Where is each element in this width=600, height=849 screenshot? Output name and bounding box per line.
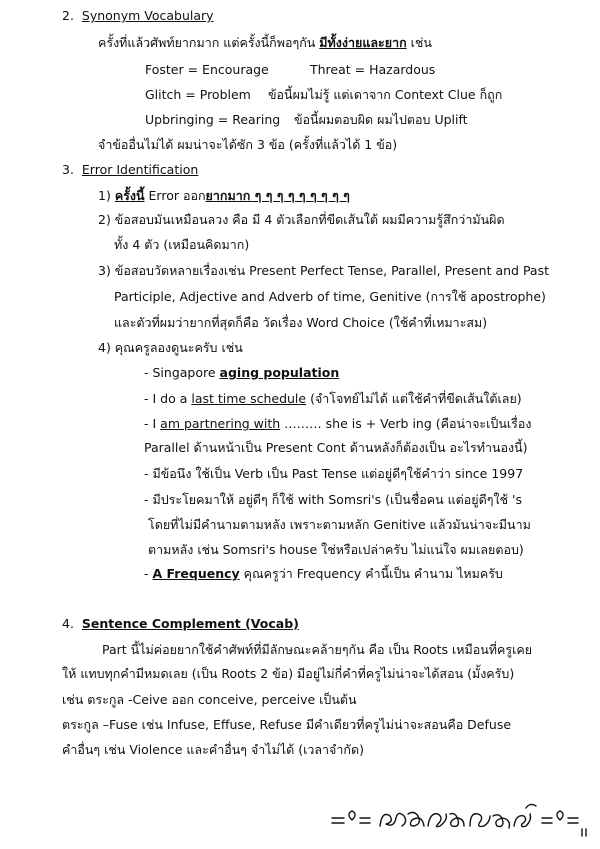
s2-pair1-right: Threat = Hazardous xyxy=(310,62,436,77)
s3-title: Error Identification xyxy=(81,162,199,177)
s3-example2 xyxy=(144,391,522,407)
s3-ex3-text: - I xyxy=(144,416,161,431)
s3-ex2-emph: last time schedule xyxy=(191,391,307,406)
s3-ex6-dash: - xyxy=(144,566,153,581)
s3-item2-line1: 2) ข้อสอบมันเหมือนลวง คือ มี 4 ตัวเลือกที่ขีดเส้นใต้ ผมมีความรู้สึกว่ามันผิด xyxy=(98,212,505,227)
s4-line1: Part นี้ไม่ค่อยยากใช้คำศัพท์ที่มีลักษณะคล้ายๆกัน คือ เป็น Roots เหมือนที่ครูเคย xyxy=(102,642,533,657)
s2-pair1-left: Foster = Encourage xyxy=(145,62,269,77)
s3-example6 xyxy=(144,566,503,582)
s4-title: Sentence Complement (Vocab) xyxy=(81,616,299,631)
s4-line4: ตระกูล –Fuse เช่น Infuse, Effuse, Refuse มีคำเดียวที่ครูไม่น่าจะสอนคือ Defuse xyxy=(62,717,512,732)
s2-intro-emphasis: มีทั้งง่ายและยาก xyxy=(319,35,407,50)
s3-ex6-tail: คุณครูว่า Frequency คำนี้เป็น คำนาม ไหมครับ xyxy=(239,566,503,581)
s3-ex6-emph: A Frequency xyxy=(152,566,240,581)
s3-item1 xyxy=(98,188,350,204)
s2-pair2-left: Glitch = Problem xyxy=(145,87,251,102)
s3-example5-line3: ตามหลัง เช่น Somsri's house ใช่หรือเปล่าครับ ไม่แน่ใจ ผมเลยตอบ) xyxy=(148,542,524,557)
handwritten-signature xyxy=(328,796,590,842)
s3-example5-line1: - มีประโยคมาให้ อยู่ดีๆ ก็ใช้ with Somsri's (เป็นชื่อคน แต่อยู่ดีๆใช้ 's xyxy=(144,492,522,507)
s3-item4: 4) คุณครูลองดูนะครับ เช่น xyxy=(98,340,243,355)
s3-ex3-tail: ……… she is + Verb ing (คือน่าจะเป็นเรื่อง xyxy=(280,416,532,431)
s3-ex3-emph: am partnering with xyxy=(160,416,281,431)
s4-line2: ให้ แทบทุกคำมีหมดเลย (เป็น Roots 2 ข้อ) มีอยู่ไม่กี่คำที่ครูไม่น่าจะได้สอน (มั้งครับ) xyxy=(62,666,515,681)
s2-pair3-left: Upbringing = Rearing xyxy=(145,112,281,127)
s3-item1-num: 1) xyxy=(98,188,115,203)
s2-summary: จำข้ออื่นไม่ได้ ผมน่าจะได้ซัก 3 ข้อ (ครั้งที่แล้วได้ 1 ข้อ) xyxy=(98,137,398,152)
s3-ex1-emph: aging population xyxy=(219,365,340,380)
s3-item1-mid: Error ออก xyxy=(144,188,206,203)
s2-pair3-right: ข้อนี้ผมตอบผิด ผมไปตอบ Uplift xyxy=(294,112,468,127)
s4-heading xyxy=(62,616,299,632)
s3-example4: - มีข้อนึง ใช้เป็น Verb เป็น Past Tense แต่อยู่ดีๆใช้คำว่า since 1997 xyxy=(144,466,524,481)
s2-number: 2. xyxy=(62,8,74,23)
s3-item2-line2: ทั้ง 4 ตัว (เหมือนคิดมาก) xyxy=(114,237,250,252)
s3-item3-line2: Participle, Adjective and Adverb of time, Genitive (การใช้ apostrophe) xyxy=(114,289,546,304)
s2-heading xyxy=(62,8,214,24)
s3-ex2-text: - I do a xyxy=(144,391,192,406)
s3-example3-line2: Parallel ด้านหน้าเป็น Present Cont ด้านหลังก็ต้องเป็น อะไรทำนองนี้) xyxy=(144,440,528,455)
s3-example1 xyxy=(144,365,339,381)
s3-item3-line1: 3) ข้อสอบวัดหลายเรื่องเช่น Present Perfect Tense, Parallel, Present and Past xyxy=(98,263,549,278)
s3-example3 xyxy=(144,416,531,432)
s4-number: 4. xyxy=(62,616,74,631)
s3-heading xyxy=(62,162,198,178)
s3-item3-line3: และตัวที่ผมว่ายากที่สุดก็คือ วัดเรื่อง Word Choice (ใช้คำที่เหมาะสม) xyxy=(114,315,488,330)
s2-intro-tail: เช่น xyxy=(406,35,432,50)
s2-intro xyxy=(98,35,432,51)
s3-example5-line2: โดยที่ไม่มีคำนามตามหลัง เพราะตามหลัก Genitive แล้วมันน่าจะมีนาม xyxy=(148,517,531,532)
s3-ex2-tail: (จำโจทย์ไม่ได้ แต่ใช้คำที่ขีดเส้นใต้เลย) xyxy=(306,391,522,406)
s4-line5: คำอื่นๆ เช่น Violence และคำอื่นๆ จำไม่ได้ (เวลาจำกัด) xyxy=(62,742,364,757)
s4-line3: เช่น ตระกูล -Ceive ออก conceive, perceive เป็นต้น xyxy=(62,692,357,707)
s3-number: 3. xyxy=(62,162,74,177)
s2-pair2-right: ข้อนี้ผมไม่รู้ แต่เดาจาก Context Clue ก็ถูก xyxy=(268,87,503,102)
s2-intro-text: ครั้งที่แล้วศัพท์ยากมาก แต่ครั้งนี้ก็พอๆกัน xyxy=(98,35,320,50)
s3-item1-emph1: ครั้งนี้ xyxy=(114,188,145,203)
s3-ex1-text: - Singapore xyxy=(144,365,220,380)
s2-title: Synonym Vocabulary xyxy=(81,8,214,23)
s3-item1-emph2: ยากมาก ๆ ๆ ๆ ๆ ๆ ๆ ๆ ๆ ๆ xyxy=(205,188,350,203)
